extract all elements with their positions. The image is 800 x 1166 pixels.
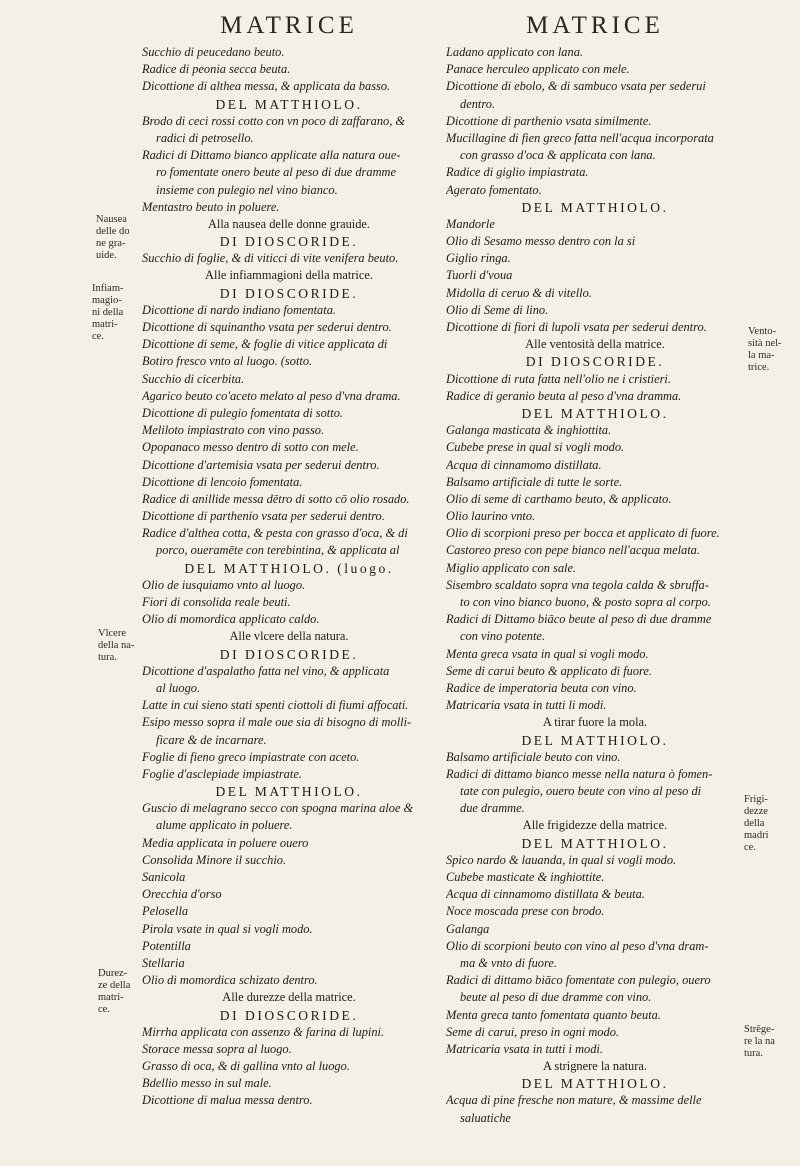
text-line: Seme di carui, preso in ogni modo. [446, 1024, 619, 1039]
text-line: ma & vnto di fuore. [460, 955, 557, 970]
section-heading: DI DIOSCORIDE. [219, 285, 359, 301]
text-line: Mentastro beuto in poluere. [142, 199, 280, 214]
text-line: Guscio di melagrano secco con spogna marina aloe & [142, 801, 414, 816]
section-heading: DEL MATTHIOLO. [215, 784, 363, 800]
section-heading: DEL MATTHIOLO. [521, 835, 669, 851]
text-line: Radice de imperatoria beuta con vino. [446, 680, 637, 695]
text-line: Dicottione di althea messa, & applicata da basso. [142, 79, 391, 94]
text-line: ro fomentate onero beute al peso di due dramme [156, 165, 396, 180]
topic-heading: A strignere la natura. [543, 1059, 647, 1074]
section-heading: DI DIOSCORIDE. [219, 234, 359, 250]
text-line: Media applicata in poluere ouero [142, 835, 309, 850]
text-line: Acqua di pine fresche non mature, & massime delle [446, 1093, 702, 1108]
text-line: Botiro fresco vnto al luogo. (sotto. [142, 354, 313, 369]
section-heading: DI DIOSCORIDE. [219, 646, 359, 662]
margin-note-ventosita: Vento- sità nel- la ma- trice. [748, 326, 782, 373]
text-line: Acqua di cinnamomo distillata. [446, 457, 602, 472]
text-line: Stellaria [142, 955, 185, 970]
topic-heading: Alla nausea delle donne grauide. [207, 216, 371, 231]
text-line: Mucillagine di fien greco fatta nell'acqua incorporata [446, 130, 714, 145]
margin-note-vlcere: Vlcere della na- tura. [98, 628, 135, 663]
text-line: Consolida Minore il succhio. [142, 852, 287, 867]
text-line: Acqua di cinnamomo distillata & beuta. [446, 887, 645, 902]
text-line: con grasso d'oca & applicata con lana. [460, 148, 656, 163]
text-line: Castoreo preso con pepe bianco nell'acqua melata. [446, 543, 700, 558]
text-line: Dicottione di malua messa dentro. [142, 1093, 313, 1108]
text-line: Ladano applicato con lana. [446, 45, 583, 59]
text-line: Storace messa sopra al luogo. [142, 1041, 292, 1056]
text-line: Radici di Dittamo bianco applicate alla natura oue- [142, 148, 401, 163]
text-line: Radici di Dittamo biāco beute al peso di due dramme [446, 612, 712, 627]
text-line: Fiori di consolida reale beuti. [142, 595, 291, 609]
text-line: Olio di Sesamo messo dentro con la si [446, 234, 636, 249]
text-line: Radici di dittamo bianco messe nella natura ò fomen- [446, 766, 713, 781]
text-line: Olio di scorpioni beuto con vino al peso d'vna dram- [446, 938, 709, 953]
text-line: Potentilla [142, 938, 191, 953]
text-line: Foglie di fieno greco impiastrate con aceto. [142, 749, 360, 764]
text-line: dentro. [460, 96, 495, 111]
text-line: Dicottione di fiori di lupoli vsata per sederui dentro. [446, 320, 707, 334]
margin-note-nausea: Nausea delle do ne gra- uide. [96, 214, 130, 261]
text-line: Spico nardo & lauanda, in qual si vogli modo. [446, 852, 677, 867]
section-heading: DI DIOSCORIDE. [525, 354, 665, 370]
text-line: Olio di Seme di lino. [446, 302, 549, 317]
text-line: due dramme. [460, 801, 525, 816]
text-line: Succhio di cicerbita. [142, 371, 245, 386]
text-line: Pelosella [142, 904, 189, 919]
left-column [142, 0, 436, 1110]
text-line: Meliloto impiastrato con vino passo. [142, 423, 325, 438]
margin-note-frigidezze: Frigi- dezze della madri ce. [744, 794, 769, 853]
section-heading: DI DIOSCORIDE. [219, 1007, 359, 1023]
text-line: Balsamo artificiale di tutte le sorte. [446, 474, 623, 489]
text-line: Sisembro scaldato sopra vna tegola calda & sbruffa- [446, 577, 709, 592]
text-line: Matricaria vsata in tutti i modi. [446, 1041, 603, 1056]
text-line: Galanga masticata & inghiottita. [446, 423, 612, 438]
text-line: Brodo di ceci rossi cotto con vn poco di zaffarano, & [142, 113, 406, 128]
text-line: radici di petrosello. [156, 130, 254, 145]
topic-heading: Alle frigidezze della matrice. [522, 818, 668, 833]
text-line: Dicottione di seme, & foglie di vitice applicata di [142, 337, 388, 352]
text-line: Dicottione di pulegio fomentata di sotto. [142, 405, 343, 420]
text-line: Orecchia d'orso [142, 887, 222, 902]
text-line: Bdellio messo in sul male. [142, 1076, 272, 1091]
text-line: Olio laurino vnto. [446, 509, 536, 524]
text-line: Dicottione d'artemisia vsata per sederui dentro. [142, 457, 380, 472]
text-line: alume applicato in poluere. [156, 818, 293, 833]
topic-heading: Alle ventosità della matrice. [525, 337, 665, 352]
text-line: Esipo messo sopra il male oue sia di bisogno di molli- [142, 715, 412, 730]
text-line: Agarico beuto co'aceto melato al peso d'vna drama. [142, 388, 401, 403]
text-line: porco, oueramēte con terebintina, & applicata al [156, 543, 400, 558]
section-heading: DEL MATTHIOLO. [521, 1076, 669, 1092]
text-line: Dicottione di squinantho vsata per sederui dentro. [142, 320, 392, 334]
text-line: Midolla di ceruo & di vitello. [446, 285, 592, 300]
text-line: Noce moscada prese con brodo. [446, 904, 605, 919]
section-heading: DEL MATTHIOLO. [521, 405, 669, 421]
text-line: Radice di geranio beuta al peso d'vna dramma. [446, 388, 682, 403]
text-line: Dicottione di nardo indiano fomentata. [142, 302, 336, 317]
text-line: Olio di momordica schizato dentro. [142, 973, 318, 988]
text-line: Mirrha applicata con assenzo & farina di lupini. [142, 1024, 385, 1039]
section-heading: DEL MATTHIOLO. [215, 96, 363, 112]
topic-heading: Alle durezze della matrice. [222, 990, 356, 1005]
text-line: Agerato fomentato. [446, 182, 542, 197]
text-line: Radice di giglio impiastrata. [446, 165, 589, 180]
text-line: saluatiche [460, 1110, 511, 1125]
text-line: Olio di scorpioni preso per bocca et applicato di fuore. [446, 526, 720, 541]
text-line: Panace herculeo applicato con mele. [446, 62, 630, 77]
text-line: Radice d'althea cotta, & pesta con grasso d'oca, & di [142, 526, 408, 541]
text-line: Matricaria vsata in tutti li modi. [446, 698, 607, 713]
margin-note-durezze: Durez- ze della matri- ce. [98, 968, 131, 1015]
text-line: Sanicola [142, 870, 186, 884]
text-line: Seme di carui beuto & applicato di fuore. [446, 663, 653, 678]
text-line: Succhio di foglie, & di viticci di vite venifera beuto. [142, 251, 399, 266]
right-column [446, 0, 744, 1127]
text-line: Cubebe masticate & inghiottite. [446, 870, 605, 884]
text-line: insieme con pulegio nel vino bianco. [156, 182, 338, 197]
left-running-head: MATRICE [220, 12, 358, 39]
text-line: Grasso di oca, & di gallina vnto al luogo. [142, 1059, 350, 1074]
text-line: Dicottione di parthenio vsata per sederui dentro. [142, 509, 385, 524]
topic-heading: Alle vlcere della natura. [229, 629, 349, 644]
topic-heading: A tirar fuore la mola. [542, 715, 648, 730]
text-line: Tuorli d'voua [446, 268, 513, 283]
text-line: Foglie d'asclepiade impiastrate. [142, 766, 302, 781]
margin-note-strignere: Strēge- re la na tura. [744, 1024, 775, 1059]
text-line: Giglio ringa. [446, 251, 511, 266]
text-line: Balsamo artificiale beuto con vino. [446, 749, 621, 764]
text-line: Opopanaco messo dentro di sotto con mele. [142, 440, 359, 455]
text-line: Dicottione d'aspalatho fatta nel vino, & applicata [142, 663, 390, 678]
right-running-head: MATRICE [526, 12, 664, 39]
text-line: al luogo. [156, 680, 201, 695]
text-line: Pirola vsate in qual si vogli modo. [142, 921, 313, 936]
text-line: Radice di anillide messa dētro di sotto cō olio rosado. [142, 491, 410, 506]
text-line: Succhio di peucedano beuto. [142, 45, 285, 59]
text-line: con vino potente. [460, 629, 545, 644]
text-line: Dicottione di parthenio vsata similmente. [446, 113, 652, 128]
text-line: Galanga [446, 921, 490, 936]
text-line: Latte in cui sieno stati spenti ciottoli di fiumi affocati. [142, 698, 409, 713]
text-line: tate con pulegio, ouero beute con vino al peso di [460, 784, 702, 799]
section-heading: DEL MATTHIOLO. [521, 732, 669, 748]
text-line: Dicottione di ebolo, & di sambuco vsata per sederui [446, 79, 706, 94]
text-line: Menta greca tanto fomentata quanto beuta. [446, 1007, 661, 1022]
margin-note-infiammagioni: Infiam- magio- ni della matri- ce. [92, 283, 124, 342]
left-column-text [142, 42, 436, 1110]
text-line: Dicottione di ruta fatta nell'olio ne i cristieri. [446, 371, 671, 386]
text-line: Radici di dittamo biāco fomentate con pulegio, ouero [446, 973, 711, 988]
text-line: Miglio applicato con sale. [446, 560, 577, 575]
text-line: Dicottione di lencoio fomentata. [142, 474, 303, 489]
section-heading: DEL MATTHIOLO. [521, 199, 669, 215]
text-line: ficare & de incarnare. [156, 732, 267, 747]
text-line: Cubebe prese in qual si vogli modo. [446, 440, 625, 455]
text-line: Mandorle [446, 216, 495, 231]
right-column-text [446, 42, 744, 1127]
topic-heading: Alle infiammagioni della matrice. [205, 268, 373, 283]
text-line: Radice di peonia secca beuta. [142, 62, 291, 77]
text-line: Olio di seme di carthamo beuto, & applicato. [446, 491, 672, 506]
text-line: beute al peso di due dramme con vino. [460, 990, 652, 1005]
text-line: Olio di momordica applicato caldo. [142, 612, 320, 627]
text-line: Olio de iusquiamo vnto al luogo. [142, 577, 306, 592]
text-line: Menta greca vsata in qual si vogli modo. [446, 646, 649, 661]
section-heading: DEL MATTHIOLO. (luogo. [184, 560, 394, 576]
text-line: to con vino bianco buono, & posto sopra al corpo. [460, 595, 711, 609]
